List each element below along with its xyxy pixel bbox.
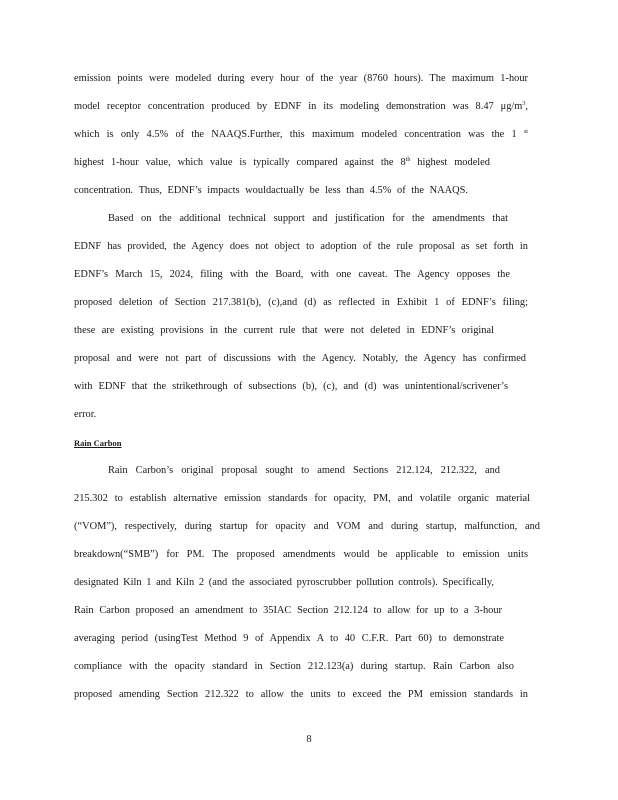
body-text-line: averaging period (usingTest Method 9 of Appendix A to 40 C.F.R. Part 60) to demonstrate	[74, 633, 504, 644]
page-number: 8	[306, 734, 312, 745]
body-text-line: Rain Carbon’s original proposal sought to amend Sections 212.124, 212.322, and	[108, 465, 500, 476]
body-text-line: Based on the additional technical support and justification for the amendments that	[108, 213, 508, 224]
body-text-line: with EDNF that the strikethrough of subsections (b), (c), and (d) was unintentional/scrivener’s	[74, 381, 508, 392]
superscript: 3	[522, 101, 526, 107]
body-text-line: concentration. Thus, EDNF’s impacts wouldactually be less than 4.5% of the NAAQS.	[74, 185, 468, 196]
body-text-line: EDNF’s March 15, 2024, filing with the Board, with one caveat. The Agency opposes the	[74, 269, 510, 280]
body-text-line: emission points were modeled during every hour of the year (8760 hours). The maximum 1-hour	[74, 73, 528, 84]
section-heading: Rain Carbon	[74, 438, 122, 448]
body-text-line: EDNF has provided, the Agency does not object to adoption of the rule proposal as set forth in	[74, 241, 528, 252]
body-text-segment: ,	[525, 101, 528, 112]
superscript: st	[523, 129, 528, 135]
body-text-line: proposed amending Section 212.322 to allow the units to exceed the PM emission standards in	[74, 689, 528, 700]
body-text-line: Rain Carbon proposed an amendment to 35IAC Section 212.124 to allow for up to a 3-hour	[74, 605, 502, 616]
body-text-line	[74, 156, 490, 170]
body-text-line: proposed deletion of Section 217.381(b), (c),and (d) as reflected in Exhibit 1 of EDNF’s filing;	[74, 297, 528, 308]
body-text-line	[74, 100, 528, 114]
body-text-segment: highest modeled	[410, 157, 490, 168]
body-text-line: (“VOM”), respectively, during startup for opacity and VOM and during startup, malfunction, and	[74, 521, 540, 532]
body-text-line: proposal and were not part of discussions with the Agency. Notably, the Agency has confirmed	[74, 353, 526, 364]
body-text-line: designated Kiln 1 and Kiln 2 (and the associated pyroscrubber pollution controls). Specifically,	[74, 577, 494, 588]
body-text-line	[74, 128, 528, 142]
body-text-segment: model receptor concentration produced by EDNF in its modeling demonstration was 8.47 μg/m	[74, 101, 523, 112]
body-text-segment: which is only 4.5% of the NAAQS.Further, this maximum modeled concentration was the 1	[74, 129, 517, 140]
superscript: th	[405, 157, 411, 163]
body-text-line: 215.302 to establish alternative emission standards for opacity, PM, and volatile organic material	[74, 493, 530, 504]
body-text-line: these are existing provisions in the current rule that were not deleted in EDNF’s original	[74, 325, 494, 336]
body-text-segment: highest 1-hour value, which value is typically compared against the 8	[74, 157, 406, 168]
body-text-line: error.	[74, 409, 97, 420]
body-text-line: compliance with the opacity standard in Section 212.123(a) during startup. Rain Carbon also	[74, 661, 514, 672]
body-text-line: breakdown(“SMB”) for PM. The proposed amendments would be applicable to emission units	[74, 549, 528, 560]
